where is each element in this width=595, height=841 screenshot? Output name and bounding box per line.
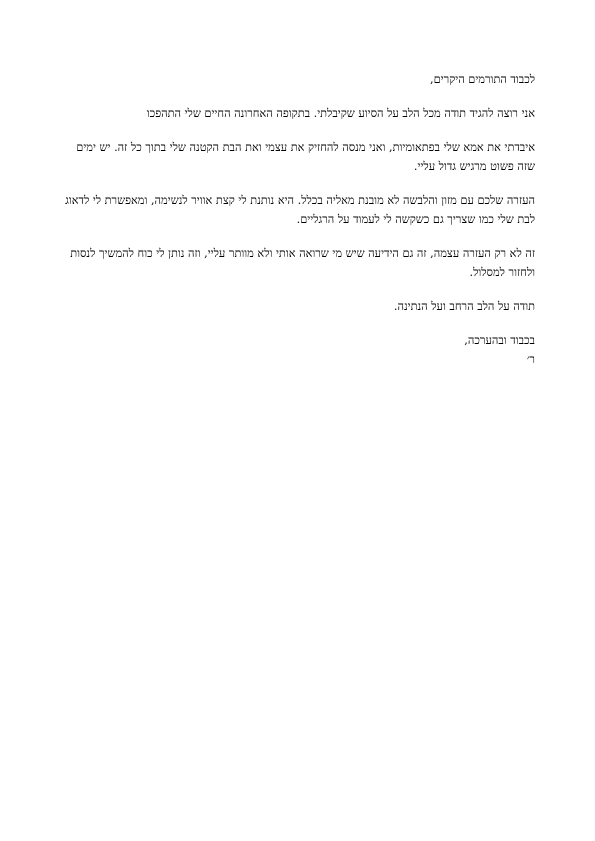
- letter-paragraph-2: איבדתי את אמא שלי בפתאומיות, ואני מנסה להחזיק את עצמי ואת הבת הקטנה שלי בתוך כל זה. יש ימים שזה פשוט מרגיש גדול עליי.: [76, 141, 535, 173]
- letter-greeting: לכבוד התורמים היקרים,: [430, 73, 535, 86]
- letter-paragraph-4: זה לא רק העזרה עצמה, זה גם הידיעה שיש מי שרואה אותי ולא מוותר עליי, וזה נותן לי כוח להמשיך לנסות ולחזור למסלול.: [70, 247, 535, 279]
- letter-paragraph-5: תודה על הלב הרחב ועל הנתינה.: [393, 300, 535, 313]
- letter-closing: בכבוד ובהערכה,: [464, 334, 535, 347]
- letter-paragraph-1: אני רוצה להגיד תודה מכל הלב על הסיוע שקיבלתי. בתקופה האחרונה החיים שלי התהפכו: [146, 107, 535, 120]
- letter-body: [60, 70, 535, 369]
- letter-signature: ר׳: [526, 353, 535, 366]
- letter-paragraph-3: העזרה שלכם עם מזון והלבשה לא מובנת מאליה בכלל. היא נותנת לי קצת אוויר לנשימה, ומאפשרת לי לדאוג לבת שלי כמו שצריך גם כשקשה לי לעמוד על הרגליים.: [65, 194, 535, 226]
